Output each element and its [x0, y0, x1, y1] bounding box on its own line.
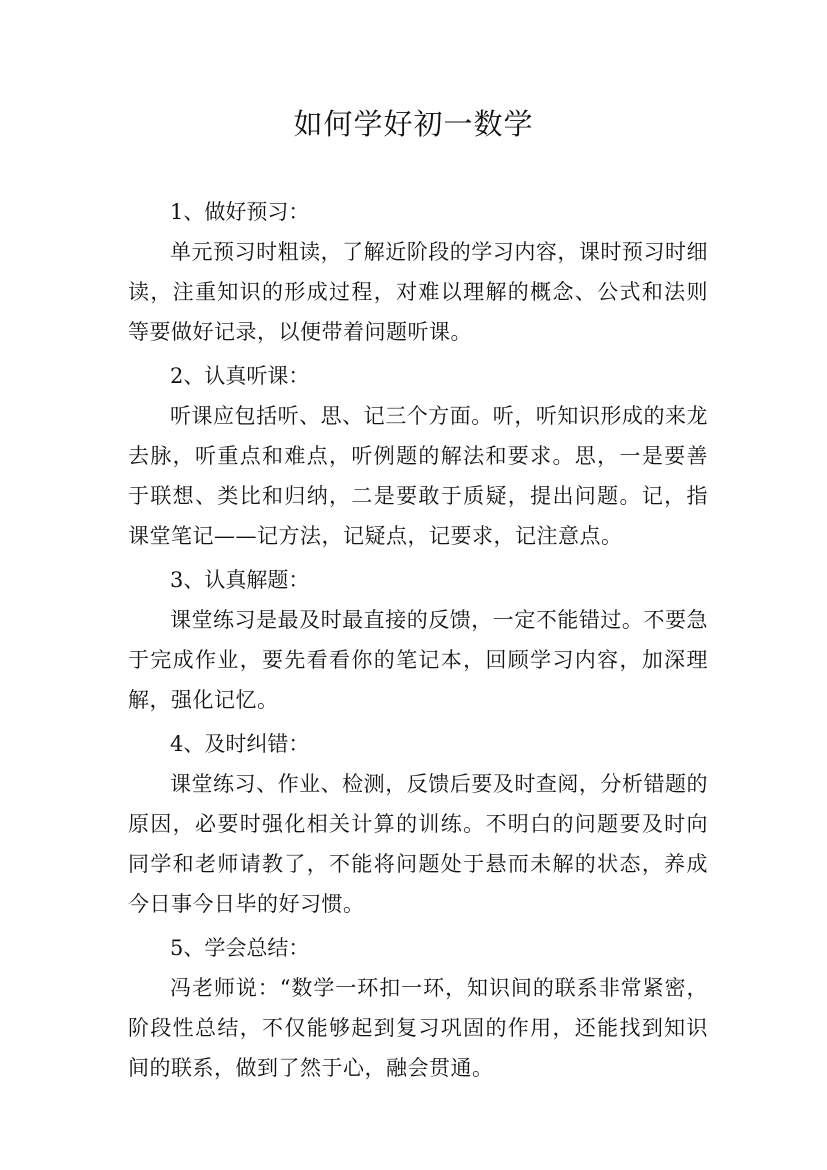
section-1	[128, 192, 708, 352]
section-paragraph: 冯老师说：“数学一环扣一环，知识间的联系非常紧密，阶段性总结，不仅能够起到复习巩固的作用，还能找到知识间的联系，做到了然于心，融会贯通。	[128, 976, 708, 1080]
section-3	[128, 560, 708, 720]
section-2	[128, 356, 708, 556]
section-paragraph: 课堂练习是最及时最直接的反馈，一定不能错过。不要急于完成作业，要先看看你的笔记本，回顾学习内容，加深理解，强化记忆。	[128, 608, 708, 712]
section-heading: 4、及时纠错：	[170, 732, 310, 756]
section-heading: 2、认真听课：	[170, 364, 310, 388]
section-paragraph: 课堂练习、作业、检测，反馈后要及时查阅，分析错题的原因，必要时强化相关计算的训练。不明白的问题要及时向同学和老师请教了，不能将问题处于悬而未解的状态，养成今日事今日毕的好习惯。	[128, 772, 708, 916]
section-heading: 3、认真解题：	[170, 568, 310, 592]
document-title: 如何学好初一数学	[293, 107, 534, 141]
section-heading: 1、做好预习：	[170, 200, 310, 224]
section-paragraph: 听课应包括听、思、记三个方面。听，听知识形成的来龙去脉，听重点和难点，听例题的解法和要求。思，一是要善于联想、类比和归纳，二是要敢于质疑，提出问题。记，指课堂笔记——记方法，记疑点，记要求，记注意点。	[128, 404, 708, 548]
section-5	[128, 928, 708, 1088]
section-heading: 5、学会总结：	[170, 936, 310, 960]
section-4	[128, 724, 708, 924]
document-body	[128, 192, 708, 1092]
section-paragraph: 单元预习时粗读，了解近阶段的学习内容，课时预习时细读，注重知识的形成过程，对难以理解的概念、公式和法则等要做好记录，以便带着问题听课。	[128, 240, 708, 344]
